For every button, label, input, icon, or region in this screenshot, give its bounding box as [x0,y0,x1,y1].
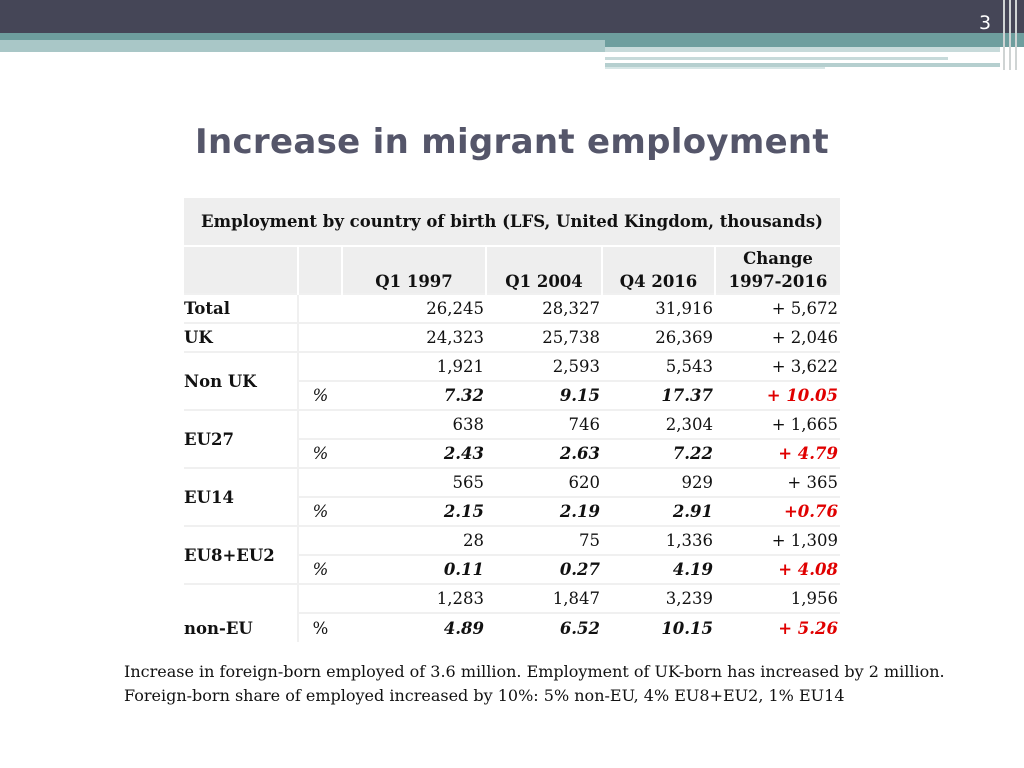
header-blank [298,246,342,294]
cell-value-highlight: + 5.26 [715,613,840,642]
cell-value: 929 [602,468,715,497]
table-header-row [184,246,840,294]
row-label: EU27 [184,410,298,468]
cell-value: 2.91 [602,497,715,526]
decor-line [1009,0,1011,70]
cell-value: 0.11 [342,555,486,584]
table-row [184,323,840,352]
footnotes [124,660,964,708]
cell-value: 2.15 [342,497,486,526]
cell-value: 2.63 [486,439,602,468]
cell-value-highlight: +0.76 [715,497,840,526]
cell-value: + 2,046 [715,323,840,352]
table-row [184,526,840,555]
cell-value: 3,239 [602,584,715,613]
row-unit: % [298,497,342,526]
cell-value: 1,283 [342,584,486,613]
cell-value: 7.32 [342,381,486,410]
row-unit [298,352,342,381]
table-row [184,352,840,381]
row-unit [298,294,342,323]
row-unit: % [298,613,342,642]
cell-value: 638 [342,410,486,439]
row-unit: % [298,439,342,468]
column-header: Change 1997-2016 [715,246,840,294]
cell-value: 28,327 [486,294,602,323]
footnote: Increase in foreign-born employed of 3.6 million. Employment of UK-born has increased by 2 million. [124,662,945,681]
cell-value: 746 [486,410,602,439]
employment-table [184,198,840,642]
cell-value: 25,738 [486,323,602,352]
footnote: Foreign-born share of employed increased by 10%: 5% non-EU, 4% EU8+EU2, 1% EU14 [124,686,845,705]
cell-value: 565 [342,468,486,497]
row-unit: % [298,555,342,584]
cell-value: 26,369 [602,323,715,352]
accent-band-light [0,40,605,52]
decor-line [1015,0,1017,70]
cell-value: 0.27 [486,555,602,584]
cell-value: 10.15 [602,613,715,642]
column-header: Q1 2004 [486,246,602,294]
cell-value: 26,245 [342,294,486,323]
cell-value: 7.22 [602,439,715,468]
row-label: EU8+EU2 [184,526,298,584]
header-blank [184,246,298,294]
table-row [184,584,840,613]
row-label: Total [184,294,298,323]
cell-value: 1,847 [486,584,602,613]
cell-value: 9.15 [486,381,602,410]
cell-value: 2,304 [602,410,715,439]
column-header: Q1 1997 [342,246,486,294]
row-label: EU14 [184,468,298,526]
table-row [184,410,840,439]
decor-line [1003,0,1005,70]
cell-value: 2.43 [342,439,486,468]
row-unit [298,410,342,439]
column-header: Q4 2016 [602,246,715,294]
cell-value: 1,956 [715,584,840,613]
accent-band-strip [605,57,948,60]
cell-value: 75 [486,526,602,555]
cell-value-highlight: + 4.79 [715,439,840,468]
cell-value: + 1,309 [715,526,840,555]
cell-value: + 5,672 [715,294,840,323]
cell-value: 1,921 [342,352,486,381]
table-row [184,294,840,323]
cell-value: 1,336 [602,526,715,555]
row-label: Non UK [184,352,298,410]
cell-value: 5,543 [602,352,715,381]
cell-value: 620 [486,468,602,497]
slide-title: Increase in migrant employment [195,122,829,162]
cell-value: 2,593 [486,352,602,381]
row-unit: % [298,381,342,410]
table-row [184,468,840,497]
cell-value: + 1,665 [715,410,840,439]
cell-value: 4.89 [342,613,486,642]
row-unit [298,468,342,497]
accent-band-strip [605,67,825,69]
row-unit [298,526,342,555]
cell-value: 17.37 [602,381,715,410]
cell-value-highlight: + 10.05 [715,381,840,410]
slide-number: 3 [978,12,992,34]
table-caption: Employment by country of birth (LFS, United Kingdom, thousands) [184,198,840,246]
cell-value: 31,916 [602,294,715,323]
top-bar [0,0,1024,33]
row-label: UK [184,323,298,352]
cell-value-highlight: + 4.08 [715,555,840,584]
row-unit [298,323,342,352]
accent-band-strip [605,47,1000,52]
cell-value: + 365 [715,468,840,497]
cell-value: 4.19 [602,555,715,584]
cell-value: 24,323 [342,323,486,352]
row-unit [298,584,342,613]
cell-value: 6.52 [486,613,602,642]
cell-value: + 3,622 [715,352,840,381]
cell-value: 2.19 [486,497,602,526]
cell-value: 28 [342,526,486,555]
row-label: non-EU [184,584,298,642]
